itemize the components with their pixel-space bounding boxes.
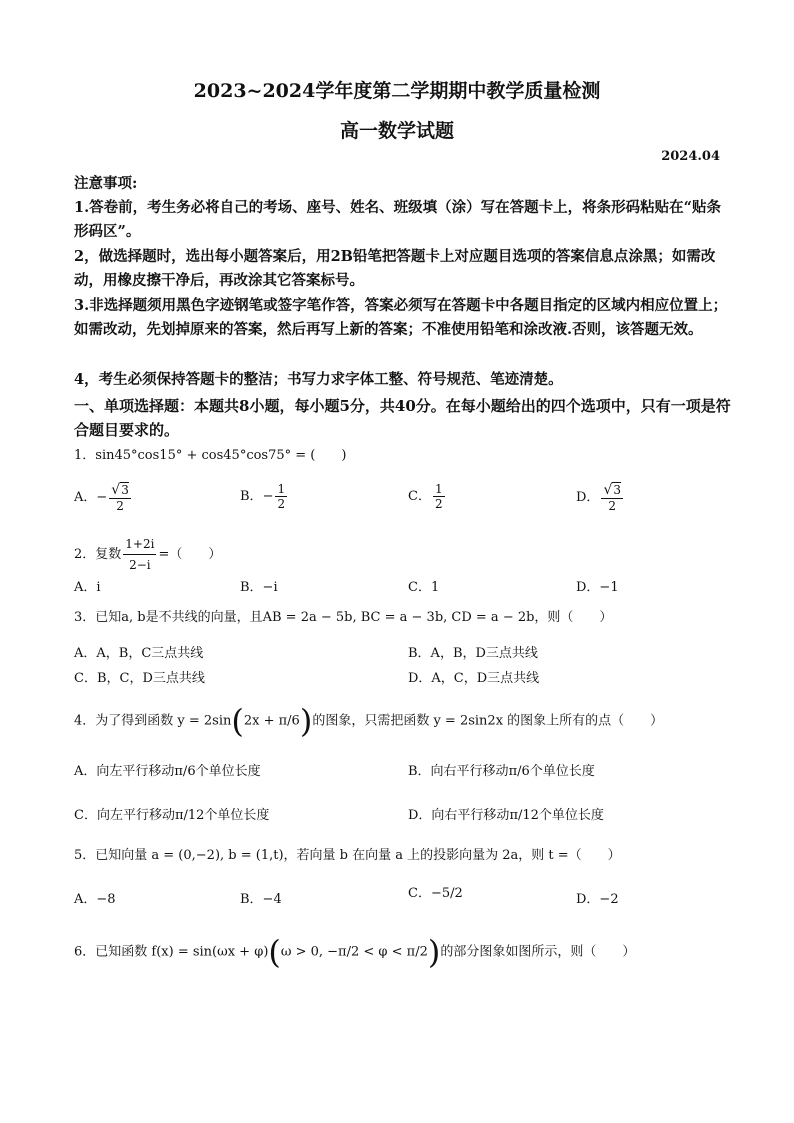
q1-option-c: C． $\frac{1}{2}$ — [408, 482, 443, 511]
question-6-stem: 6．已知函数 f(x) = sin(ωx + φ)(ω > 0, −π/2 < φ < π/2)的部分图象如图所示，则（ ） — [74, 933, 636, 971]
q5-option-a: A．−8 — [74, 892, 116, 907]
q4-option-a: A．向左平行移动π/6个单位长度 — [74, 764, 261, 779]
question-2-stem: 2．复数 $\frac{1+2i}{2-i}$ =（ ） — [74, 534, 221, 575]
q1-option-a: A．− $\frac{√3}{2}$ — [74, 482, 129, 513]
q4-option-b: B．向右平行移动π/6个单位长度 — [408, 764, 595, 779]
q2-option-d: D．−1 — [576, 580, 619, 595]
q1-option-b: B．− $\frac{1}{2}$ — [240, 482, 286, 511]
section-heading: 一、单项选择题：本题共8小题，每小题5分，共40分。在每小题给出的四个选项中，只有一项是符合题目要求的。 — [74, 397, 731, 439]
subject-title: 高一数学试题 — [339, 120, 454, 142]
question-3-stem: 3．已知a, b是不共线的向量，且AB = 2a − 5b, BC = a − 3b, CD = a − 2b，则（ ） — [74, 610, 613, 625]
q5-option-d: D．−2 — [576, 892, 619, 907]
notice-heading: 注意事项: — [74, 175, 138, 192]
q3-option-a: A．A，B，C三点共线 — [74, 646, 204, 661]
notice-item-2: 2，做选择题时，选出每小题答案后，用2B铅笔把答题卡上对应题目选项的答案信息点涂黑；如需改动，用橡皮擦干净后，再改涂其它答案标号。 — [74, 248, 716, 289]
question-5-stem: 5．已知向量 a = (0,−2), b = (1,t)，若向量 b 在向量 a 上的投影向量为 2a，则 t =（ ） — [74, 848, 621, 863]
q5-option-c: C．−5/2 — [408, 886, 463, 901]
q5-option-b: B．−4 — [240, 892, 282, 907]
question-4-stem: 4．为了得到函数 y = 2sin(2x + π/6)的图象，只需把函数 y = 2sin2x 的图象上所有的点（ ） — [74, 702, 664, 740]
notice-item-3: 3.非选择题须用黑色字迹钢笔或签字笔作答，答案必须写在答题卡中各题目指定的区域内相应位置上；如需改动，先划掉原来的答案，然后再写上新的答案；不准使用铅笔和涂改液.否则，该答题无效。 — [74, 297, 728, 338]
notice-item-1: 1.答卷前，考生务必将自己的考场、座号、姓名、班级填（涂）写在答题卡上，将条形码粘贴在“贴条形码区”。 — [74, 199, 721, 240]
q4-option-c: C．向左平行移动π/12个单位长度 — [74, 808, 270, 823]
question-1-stem: 1．sin45°cos15° + cos45°cos75° = ( ) — [74, 448, 347, 463]
q3-option-c: C．B，C，D三点共线 — [74, 671, 205, 686]
exam-date: 2024.04 — [661, 149, 720, 164]
q1-option-d: D． $\frac{√3}{2}$ — [576, 482, 621, 513]
q2-option-b: B．−i — [240, 580, 278, 595]
q3-option-d: D．A，C，D三点共线 — [408, 671, 540, 686]
exam-title: 2023~2024学年度第二学期期中教学质量检测 — [193, 80, 601, 102]
notice-item-4: 4，考生必须保持答题卡的整洁；书写力求字体工整、符号规范、笔迹清楚。 — [74, 371, 563, 388]
q4-option-d: D．向右平行移动π/12个单位长度 — [408, 808, 604, 823]
q3-option-b: B．A，B，D三点共线 — [408, 646, 538, 661]
q2-option-a: A．i — [74, 580, 101, 595]
q2-option-c: C．1 — [408, 580, 440, 595]
